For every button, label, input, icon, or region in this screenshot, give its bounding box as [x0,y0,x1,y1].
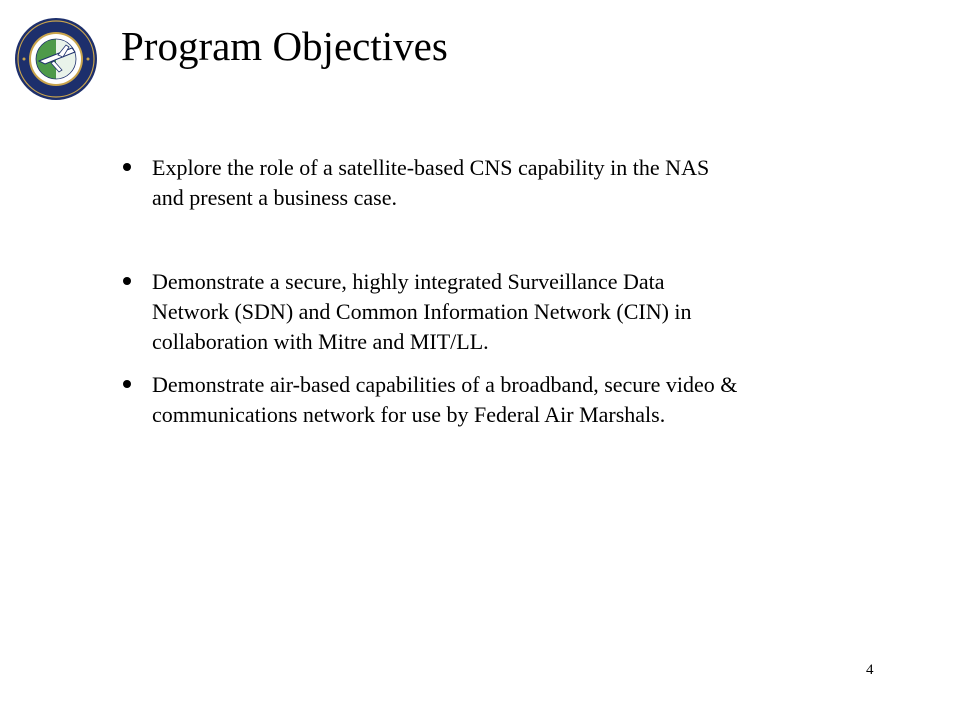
bullet-text-line: Demonstrate air-based capabilities of a broadband, secure video & [152,372,738,397]
bullet-text-line: Demonstrate a secure, highly integrated Surveillance Data [152,269,665,294]
bullet-dot-icon [123,277,131,285]
bullet-item-1 [118,153,878,213]
bullet-item-3 [118,370,878,430]
bullet-text-line: Explore the role of a satellite-based CNS capability in the NAS [152,155,710,180]
bullet-dot-icon [123,163,131,171]
bullet-text-line: and present a business case. [152,185,397,210]
bullet-item-2 [118,267,878,357]
bullet-list [118,153,878,430]
bullet-text-line: communications network for use by Federal Air Marshals. [152,402,666,427]
bullet-text-line: Network (SDN) and Common Information Network (CIN) in [152,299,692,324]
bullet-text-line: collaboration with Mitre and MIT/LL. [152,329,489,354]
slide-title: Program Objectives [121,23,448,69]
bullet-dot-icon [123,380,131,388]
page-number: 4 [866,662,874,678]
faa-seal-logo [14,17,98,101]
